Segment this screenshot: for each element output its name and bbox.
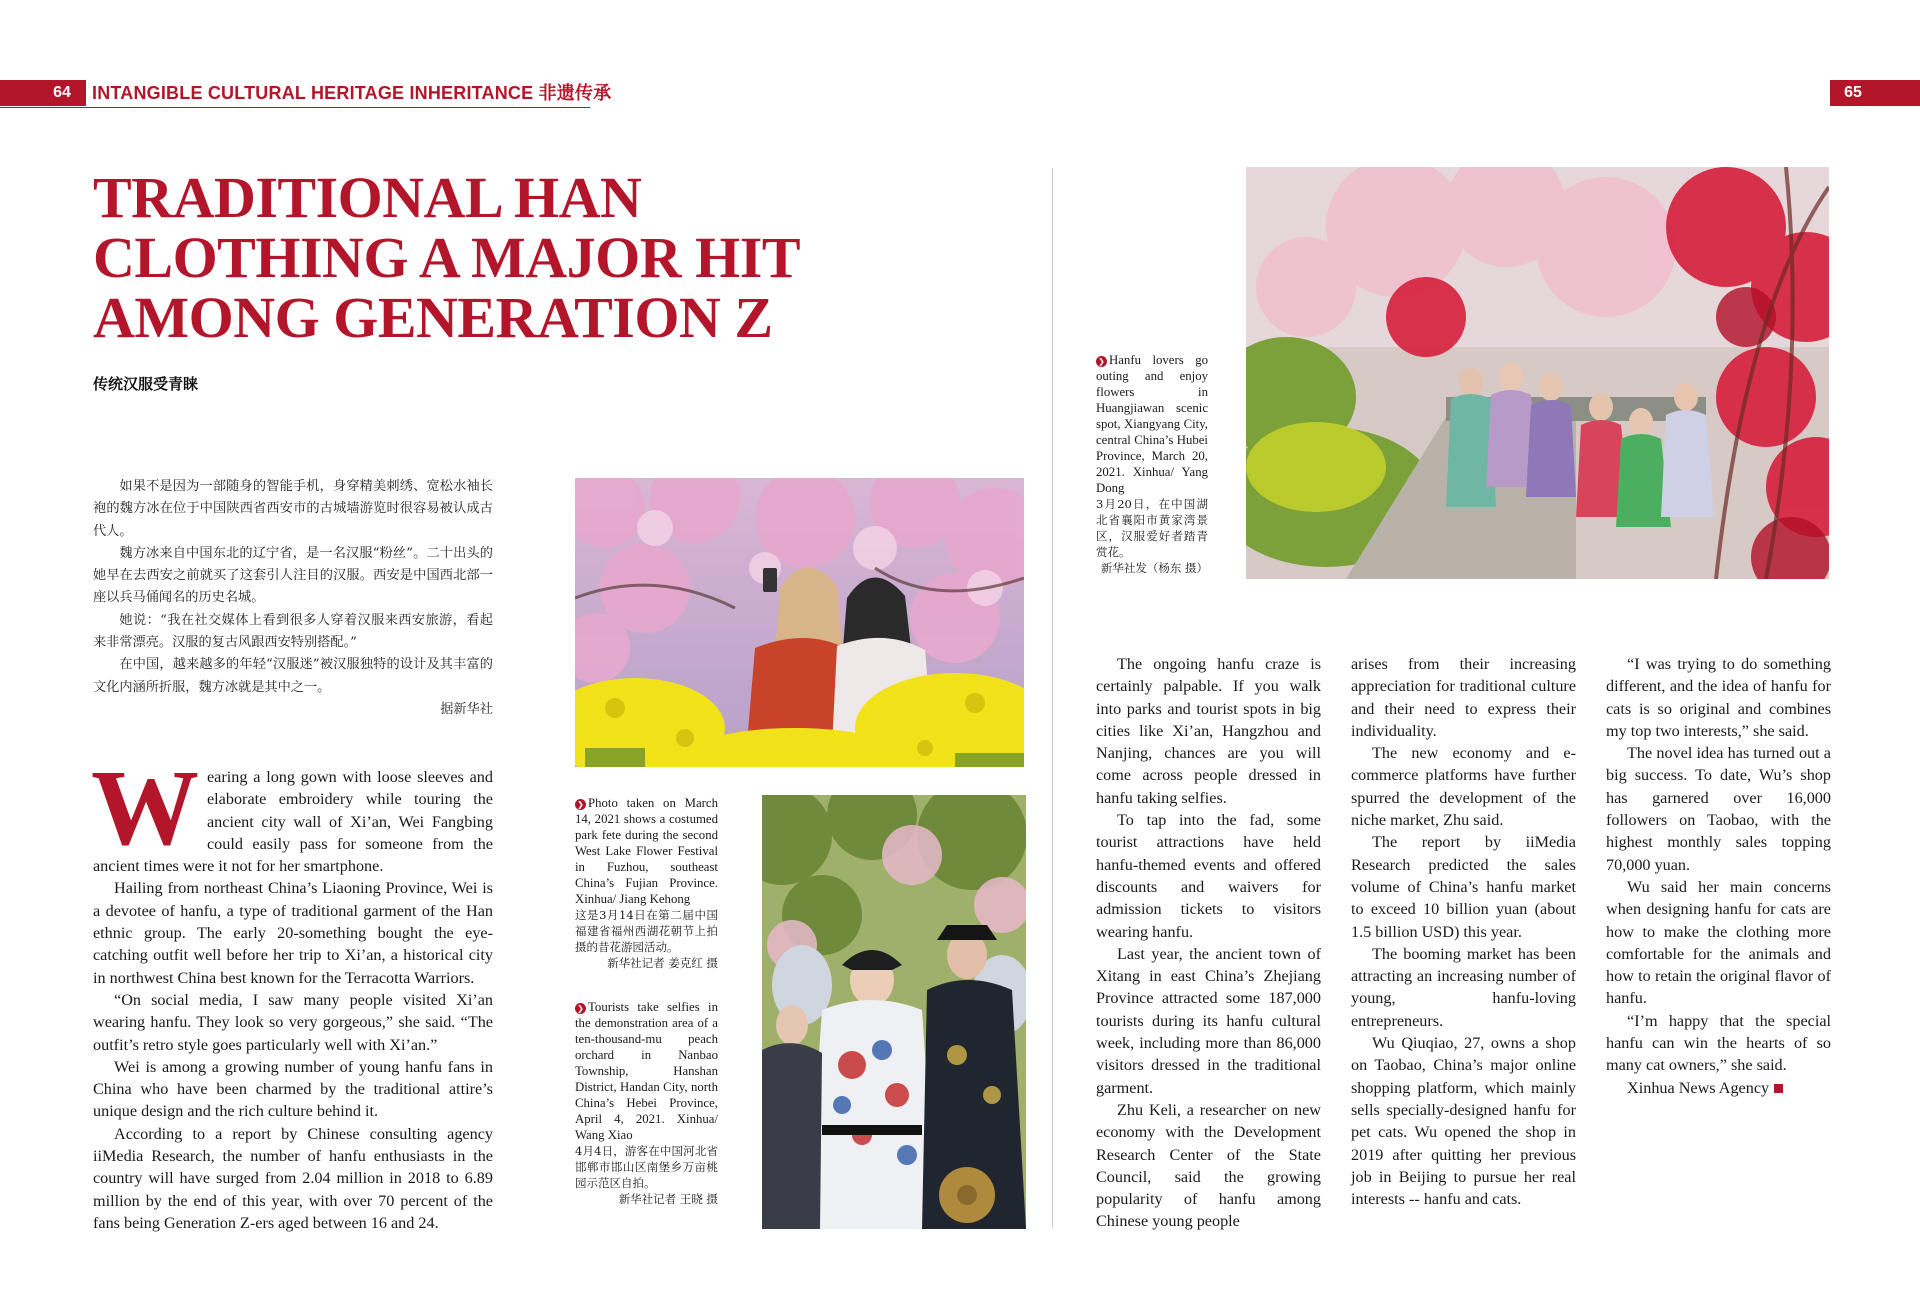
- caption-cn: 这是3月14日在第二届中国福建省福州西湖花朝节上拍摄的昔花游园活动。: [575, 908, 718, 954]
- paragraph: To tap into the fad, some tourist attractions have held hanfu-themed events and offered discounts and waivers for admission tickets to visitors wearing hanfu.: [1096, 811, 1321, 941]
- paragraph: “On social media, I saw many people visited Xi’an wearing hanfu. They look so very gorgeous,” she said. “The outfit’s retro style goes particularly well with Xi’an.”: [93, 990, 493, 1054]
- paragraph: The new economy and e-commerce platforms have further spurred the development of the niche market, Zhu said.: [1351, 744, 1576, 830]
- paragraph: [1606, 1077, 1831, 1099]
- right-page-number: 65: [1844, 84, 1862, 101]
- caption-en: [575, 795, 718, 907]
- summary-paragraph: 如果不是因为一部随身的智能手机，身穿精美刺绣、宽松水袖长袍的魏方冰在位于中国陕西省西安市的古城墙游览时很容易被认成古代人。: [93, 479, 493, 539]
- paragraph: The novel idea has turned out a big success. To date, Wu’s shop has garnered over 16,000 followers on Taobao, with the highest monthly sales topping 70,000 yuan.: [1606, 744, 1831, 874]
- title-line: AMONG GENERATION Z: [93, 285, 773, 350]
- end-mark-icon: [1774, 1084, 1783, 1093]
- paragraph: Wu said her main concerns when designing hanfu for cats are how to make the clothing more comfortable for the animals and how to retain the original flavor of hanfu.: [1606, 877, 1831, 1008]
- summary-paragraph: 在中国，越来越多的年轻“汉服迷”被汉服独特的设计及其丰富的文化内涵所折服，魏方冰就是其中之一。: [93, 657, 493, 695]
- paragraph: earing a long gown with loose sleeves and elaborate embroidery while touring the ancient city wall of Xi’an, Wei Fangbing could easily pass for someone from the ancient times were it not for her smartphone.: [93, 768, 493, 876]
- xiangyang-caption: [1096, 352, 1208, 576]
- photo-illustration: [762, 795, 1026, 1229]
- caption-text: Photo taken on March 14, 2021 shows a costumed park fete during the second West Lake Flower Festival in Fuzhou, southeast China’s Fujian Province. Xinhua/ Jiang Kehong: [575, 796, 718, 906]
- section-title: INTANGIBLE CULTURAL HERITAGE INHERITANCE 非遗传承: [92, 83, 612, 103]
- summary-paragraph: 她说：“我在社交媒体上看到很多人穿着汉服来西安旅游，看起来非常漂亮。汉服的复古风跟西安特别搭配。”: [93, 612, 493, 651]
- paragraph: Wu Qiuqiao, 27, owns a shop on Taobao, China’s major online shopping platform, which mainly sells specially-designed hanfu for pet cats. Wu opened the shop in 2019 after quitting her previous job in Beijing to pursue her real interests -- hanfu and cats.: [1351, 1034, 1576, 1209]
- paragraph: Hailing from northeast China’s Liaoning Province, Wei is a devotee of hanfu, a type of traditional garment of the Han ethnic group. The early 20-something bought the eye-catching outfit well before her trip to Xi’an, a historical city in northwest China best known for the Terracotta Warriors.: [93, 879, 493, 987]
- article-column-1: [91, 749, 493, 1234]
- title-line: TRADITIONAL HAN: [93, 165, 642, 230]
- caption-cn: 4月4日，游客在中国河北省邯郸市邯山区南堡乡万亩桃园示范区自拍。: [575, 1144, 718, 1190]
- chinese-summary: [93, 476, 493, 721]
- caption-cn-credit: 新华社记者 王晓 摄: [618, 1192, 718, 1206]
- summary-source: 据新华社: [440, 701, 493, 717]
- article-subtitle-cn: 传统汉服受青睐: [93, 375, 199, 393]
- caption-cn: 3月20日，在中国湖北省襄阳市黄家湾景区，汉服爱好者踏青赏花。: [1096, 497, 1208, 559]
- caption-bullet-icon: ❯: [575, 799, 586, 810]
- article-column-4: [1606, 653, 1831, 1099]
- paragraph: arises from their increasing appreciation for traditional culture and their need to express their individuality.: [1351, 655, 1576, 740]
- article-title: [93, 165, 853, 350]
- caption-en: [1096, 352, 1208, 496]
- paragraph: Wei is among a growing number of young hanfu fans in China who have been charmed by the traditional attire’s unique design and the rich culture behind it.: [93, 1057, 493, 1121]
- header-rule: [0, 107, 590, 108]
- left-page-number: 64: [53, 84, 71, 101]
- article-source: Xinhua News Agency: [1627, 1078, 1770, 1097]
- paragraph: Zhu Keli, a researcher on new economy with the Development Research Center of the State Council, said the growing popularity of hanfu among Chinese young people: [1096, 1100, 1321, 1231]
- photo-illustration: [1246, 167, 1829, 579]
- caption-cn-credit: 新华社发（杨东 摄）: [1100, 561, 1208, 575]
- fuzhou-caption: [575, 795, 718, 971]
- caption-text: Hanfu lovers go outing and enjoy flowers in Huangjiawan scenic spot, Xiangyang City, central China’s Hubei Province, March 20, 2021. Xinhua/ Yang Dong: [1096, 353, 1208, 495]
- photo-illustration: [575, 478, 1024, 767]
- caption-bullet-icon: ❯: [1096, 356, 1107, 367]
- paragraph: According to a report by Chinese consulting agency iiMedia Research, the number of hanfu enthusiasts in the country will have surged from 2.04 million in 2018 to 6.89 million by the end of this year, with over 70 percent of the fans being Generation Z-ers aged between 16 and 24.: [93, 1124, 493, 1232]
- caption-bullet-icon: ❯: [575, 1003, 586, 1014]
- xiangyang-flowers-photo: [1246, 167, 1829, 579]
- handan-caption: [575, 999, 718, 1207]
- drop-cap: W: [91, 749, 199, 868]
- title-line: CLOTHING A MAJOR HIT: [93, 225, 801, 290]
- paragraph: The booming market has been attracting an increasing number of young, hanfu-loving entrepreneurs.: [1351, 944, 1576, 1030]
- paragraph: “I was trying to do something different, and the idea of hanfu for cats is so original and combines my top two interests,” she said.: [1606, 655, 1831, 740]
- page-gutter-rule: [1052, 168, 1053, 1228]
- article-column-2: [1096, 653, 1321, 1233]
- caption-text: Tourists take selfies in the demonstration area of a ten-thousand-mu peach orchard in Nanbao Township, Hanshan District, Handan City, north China’s Hebei Province, April 4, 2021. Xinhua/ Wang Xiao: [575, 1000, 718, 1142]
- caption-cn-credit: 新华社记者 姜克红 摄: [607, 956, 718, 970]
- paragraph: “I’m happy that the special hanfu can win the hearts of so many cat owners,” she said.: [1606, 1011, 1831, 1075]
- handan-parade-photo: [762, 795, 1026, 1229]
- fuzhou-selfie-photo: [575, 478, 1024, 767]
- paragraph: The report by iiMedia Research predicted the sales volume of China’s hanfu market to exceed 10 billion yuan (about 1.5 billion USD) this year.: [1351, 833, 1576, 941]
- paragraph: Last year, the ancient town of Xitang in east China’s Zhejiang Province attracted some 187,000 tourists during its hanfu cultural week, including more than 86,000 visitors dressed in the traditional garment.: [1096, 944, 1321, 1097]
- caption-en: [575, 999, 718, 1143]
- article-column-3: [1351, 653, 1576, 1210]
- paragraph: The ongoing hanfu craze is certainly palpable. If you walk into parks and tourist spots in big cities like Xi’an, Hangzhou and Nanjing, chances are you will come across people dressed in hanfu taking selfies.: [1096, 655, 1321, 807]
- summary-paragraph: 魏方冰来自中国东北的辽宁省，是一名汉服“粉丝”。二十出头的她早在去西安之前就买了这套引人注目的汉服。西安是中国西北部一座以兵马俑闻名的历史名城。: [93, 545, 493, 606]
